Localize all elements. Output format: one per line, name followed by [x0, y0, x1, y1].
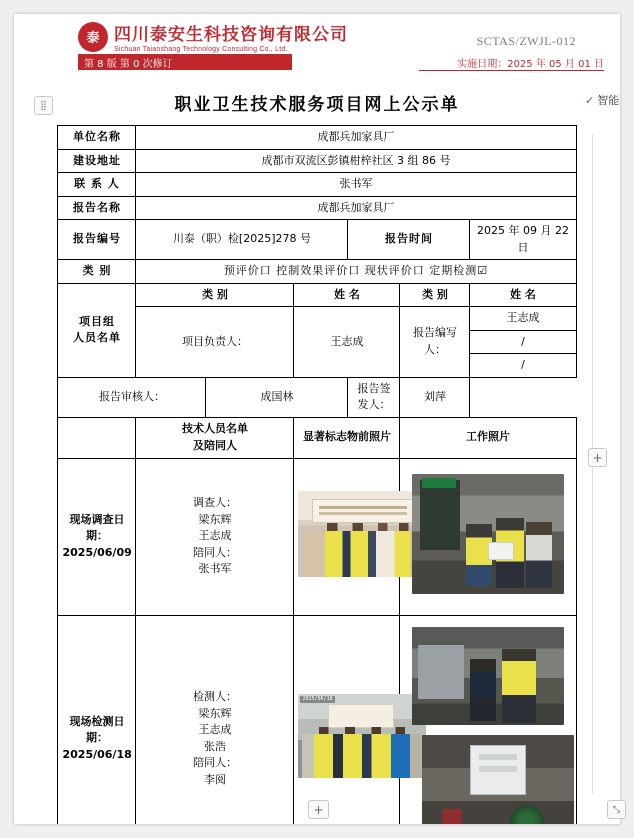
label-contact: 联 系 人 — [58, 173, 136, 197]
photo-machine — [418, 645, 464, 699]
company-logo — [78, 20, 348, 53]
label-report-writer: 报告编写人： — [400, 307, 470, 378]
table-row-category — [58, 260, 576, 284]
label-report-reviewer: 报告审核人： — [58, 377, 206, 417]
value-report-name: 成都兵加家具厂 — [136, 196, 576, 220]
detect-date-value: 2025/06/18 — [62, 747, 132, 761]
resize-handle-icon[interactable]: ⤡ — [607, 800, 626, 819]
detect-accompany-label: 陪同人： — [192, 756, 237, 769]
value-report-issuer: 刘萍 — [400, 377, 470, 417]
table-row-survey — [58, 458, 576, 615]
table-row-report-name — [58, 196, 576, 220]
value-project-leader: 王志成 — [294, 307, 400, 378]
survey-work-photo-image — [412, 474, 564, 594]
table-row-photo-header — [58, 417, 576, 458]
value-unit-name: 成都兵加家具厂 — [136, 126, 576, 150]
col-header-tech-staff-l1: 技术人员名单 — [181, 422, 248, 435]
table-row-report-no — [58, 220, 576, 260]
table-row-contact — [58, 173, 576, 197]
survey-staff-cell — [136, 458, 294, 615]
col-header-tech-staff — [136, 417, 294, 458]
survey-date-label: 现场调查日期： — [69, 512, 125, 543]
label-report-no: 报告编号 — [58, 220, 136, 260]
surveyor-label: 调查人： — [192, 496, 237, 510]
document-code: SCTAS/ZWJL-012 — [476, 34, 576, 48]
version-bar: 第 8 版 第 0 次修订 — [78, 54, 292, 70]
label-report-issuer: 报告签发人： — [348, 377, 400, 417]
survey-sign-photo[interactable] — [294, 458, 400, 615]
table-row-build-address — [58, 149, 576, 173]
implementation-date: 实施日期：2025 年 05 月 01 日 — [419, 54, 604, 71]
detect-work-photo-image-1 — [412, 627, 564, 725]
sign-board — [312, 499, 414, 523]
sign-board — [328, 704, 394, 728]
label-team-list — [58, 283, 136, 377]
photo-timestamp: 2025/06/18 — [302, 695, 333, 702]
col-header-work-photo: 工作照片 — [400, 417, 576, 458]
label-report-time: 报告时间 — [348, 220, 470, 260]
col-header-tech-staff-l2: 及陪同人 — [192, 438, 237, 452]
detect-sign-photo[interactable] — [294, 615, 400, 824]
detector-name-2: 王志成 — [198, 723, 232, 736]
value-report-writer-1: 王志成 — [470, 307, 576, 331]
detect-work-photo-image-2 — [422, 735, 574, 825]
company-name-cn: 四川泰安生科技咨询有限公司 — [114, 25, 348, 45]
photo-people — [304, 531, 420, 577]
label-report-name: 报告名称 — [58, 196, 136, 220]
detector-name-1: 梁东辉 — [198, 706, 232, 720]
photo-spool — [510, 805, 544, 825]
add-row-button[interactable]: + — [308, 800, 329, 819]
smart-label: 智能 — [597, 94, 620, 107]
col-header-name-2: 姓 名 — [470, 283, 576, 307]
photo-door — [420, 480, 460, 550]
table-row-detection — [58, 615, 576, 824]
photo-people — [302, 734, 422, 778]
page-title: 职业卫生技术服务项目网上公示单 — [174, 95, 460, 115]
col-header-category: 类 别 — [136, 283, 294, 307]
photo-worker-3 — [526, 522, 552, 588]
label-team-list-line2: 人员名单 — [72, 331, 121, 344]
detector-name-3: 张浩 — [203, 739, 226, 753]
label-team-list-line1: 项目组 — [78, 314, 115, 328]
col-header-category-2: 类 别 — [400, 283, 470, 307]
label-project-leader: 项目负责人： — [136, 307, 294, 378]
table-row-unit-name — [58, 126, 576, 150]
drag-handle-grip[interactable]: ⣿ — [34, 96, 53, 115]
document-header — [14, 14, 620, 74]
label-build-address: 建设地址 — [58, 149, 136, 173]
detect-date-cell — [58, 615, 136, 824]
surveyor-name-1: 梁东辉 — [198, 512, 232, 526]
survey-accompany-name-1: 张书军 — [198, 562, 232, 576]
label-category: 类 别 — [58, 260, 136, 284]
add-column-button[interactable]: + — [588, 448, 607, 467]
smart-toolbar[interactable] — [585, 92, 619, 108]
document-page — [14, 14, 620, 824]
value-report-writer-2: / — [470, 330, 576, 354]
photo-tank — [442, 809, 462, 825]
survey-work-photo[interactable] — [400, 458, 576, 615]
surveyor-name-2: 王志成 — [198, 529, 232, 543]
detect-work-photos[interactable] — [400, 615, 576, 824]
photo-worker-2 — [502, 649, 536, 723]
survey-date-cell — [58, 458, 136, 615]
value-build-address: 成都市双流区彭镇柑梓社区 3 组 86 号 — [136, 149, 576, 173]
survey-accompany-label: 陪同人： — [192, 545, 237, 559]
value-category-options[interactable]: 预评价口 控制效果评价口 现状评价口 定期检测☑ — [136, 260, 576, 284]
table-row-team-header — [58, 283, 576, 307]
value-report-no: 川泰（职）检[2025]278 号 — [136, 220, 348, 260]
detector-label: 检测人： — [192, 690, 237, 703]
value-report-reviewer: 成国林 — [206, 377, 348, 417]
detect-date-label: 现场检测日期： — [69, 714, 125, 745]
detect-staff-cell — [136, 615, 294, 824]
spacer-cell — [58, 417, 136, 458]
photo-document-box — [488, 542, 514, 560]
photo-worker-1 — [470, 659, 496, 721]
value-report-time: 2025 年 09 月 22 日 — [470, 220, 576, 260]
photo-control-cabinet — [470, 745, 526, 795]
logo-mark-icon: 泰 — [78, 22, 108, 52]
col-header-name: 姓 名 — [294, 283, 400, 307]
survey-date-value: 2025/06/09 — [62, 545, 132, 559]
survey-sign-photo-image — [298, 491, 426, 577]
col-header-sign-photo: 显著标志物前照片 — [294, 417, 400, 458]
table-row-review-issue — [58, 377, 576, 417]
table-row-team-1 — [58, 307, 576, 331]
value-report-writer-3: / — [470, 354, 576, 378]
company-name-en: Sichuan Taianshang Technology Consulting Co., Ltd. — [114, 46, 288, 53]
value-contact: 张书军 — [136, 173, 576, 197]
smart-check-icon: ✓ — [585, 93, 595, 107]
detect-sign-photo-image — [298, 694, 426, 778]
public-notice-table — [57, 125, 576, 824]
label-unit-name: 单位名称 — [58, 126, 136, 150]
detect-accompany-name-1: 李阅 — [203, 772, 226, 786]
photo-exit-sign — [422, 478, 456, 488]
